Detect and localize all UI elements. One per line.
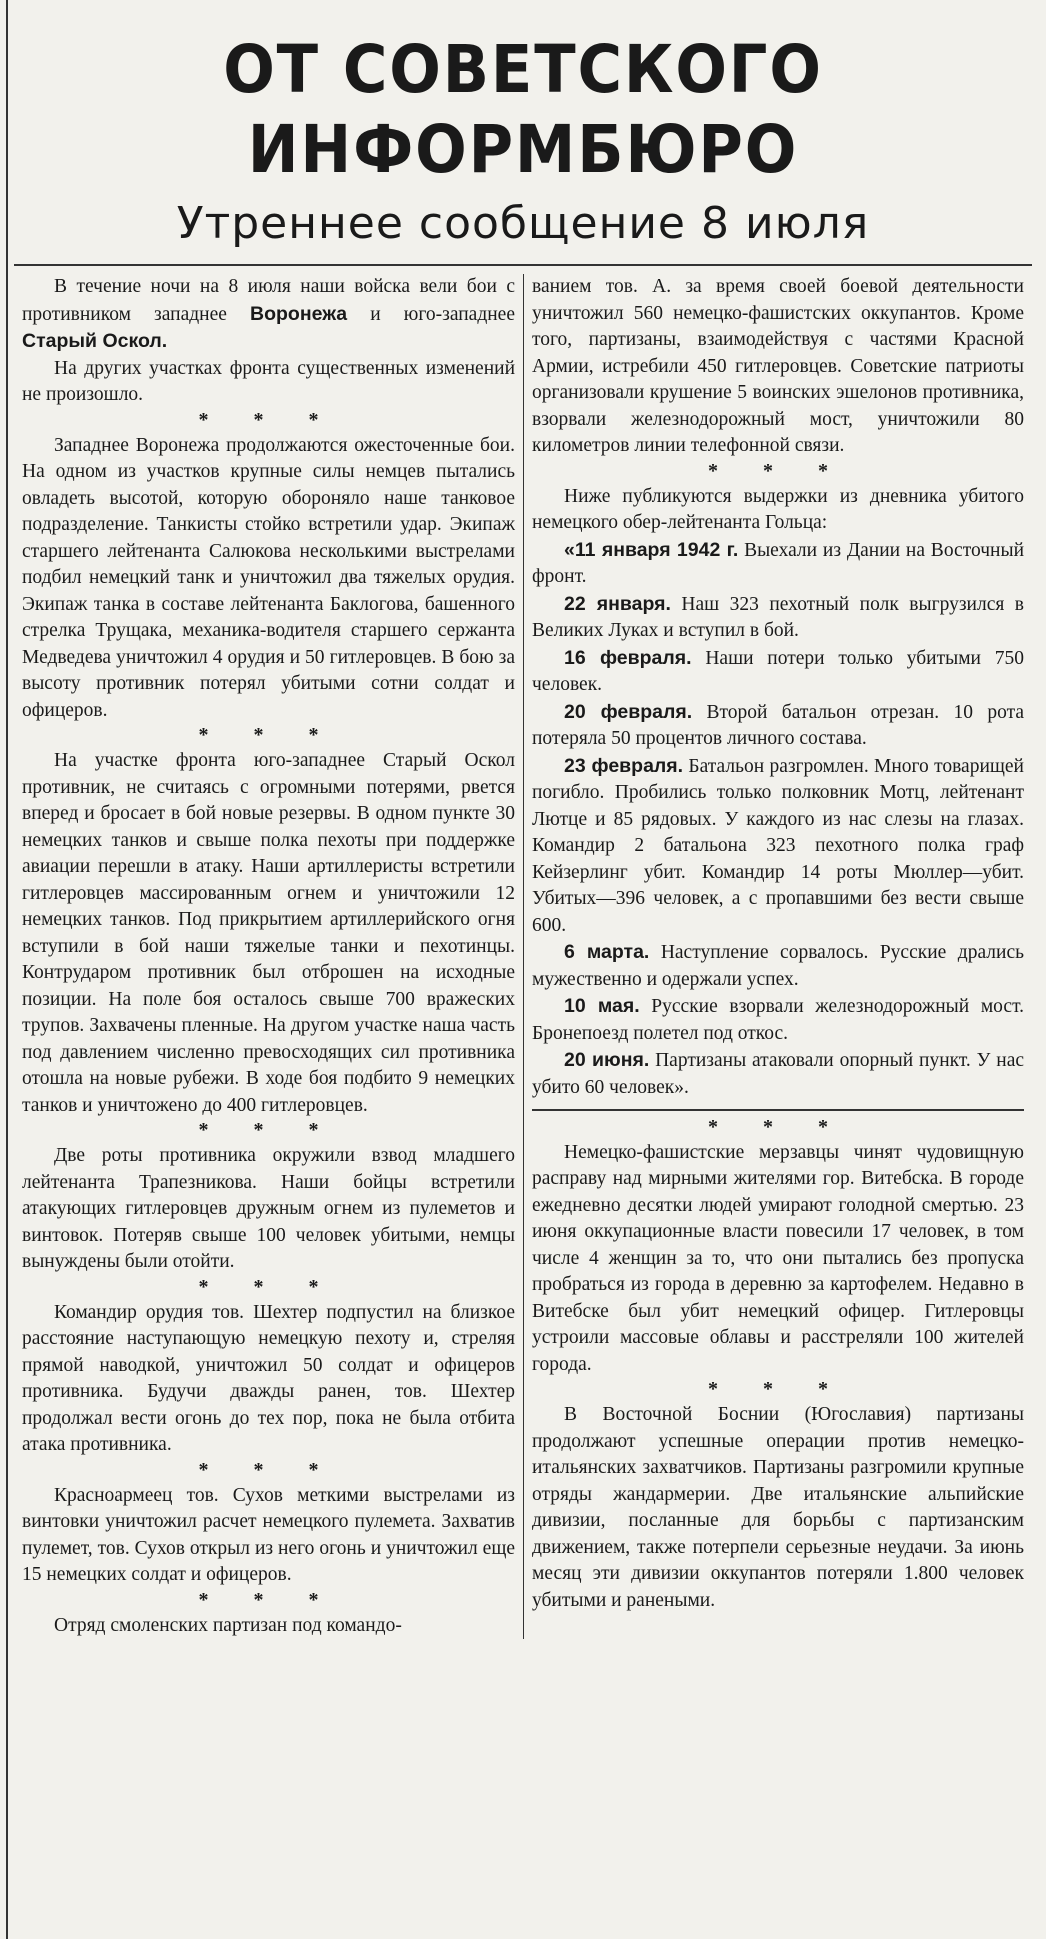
- article-columns: [14, 274, 1032, 1639]
- right-paragraph-3: Немецко-фашистские мерзавцы чинят чудовищную расправу над мирными жителями гор. Витебска. В городе ежедневно десятки людей умирают голодной смертью. 23 июня оккупационные власти повесили 17 человек, в том числе 4 женщин за то, что они пытались без пропуска пробраться из города в деревню за картофелем. Недавно в Витебске был убит немецкий офицер. Гитлеровцы устроили массовые облавы и расстреляли 100 жителей города.: [532, 1141, 1024, 1375]
- right-paragraph-4: В Восточной Боснии (Югославия) партизаны продолжают успешные операции против немецко-итальянских захватчиков. Партизаны разгромили крупные отряды жандармерии. Две итальянские альпийские дивизии, посланные для борьбы с партизанским движением, также потерпели серьезные неудачи. За июнь месяц эти дивизии оккупантов потеряли 1.800 человек убитыми и ранеными.: [532, 1404, 1024, 1611]
- left-column: [14, 274, 523, 1639]
- diary-entry-8: 20 июня. Партизаны атаковали опорный пункт. У нас убито 60 человек».: [532, 1049, 1024, 1098]
- masthead-title: ОТ СОВЕТСКОГО ИНФОРМБЮРО: [223, 31, 823, 188]
- section-separator: * * *: [198, 724, 339, 746]
- diary-entry-2: 22 января. Наш 323 пехотный полк выгрузился в Великих Луках и вступил в бой.: [532, 592, 1025, 641]
- left-paragraph-1: В течение ночи на 8 июля наши войска вели бои с противником западнее Воронежа и юго-западнее Старый Оскол.: [22, 276, 515, 352]
- left-paragraph-2: На других участках фронта существенных изменений не произошло.: [22, 357, 515, 405]
- left-paragraph-8: Отряд смоленских партизан под командо-: [54, 1614, 402, 1636]
- right-column: [523, 274, 1032, 1639]
- section-separator: * * *: [708, 459, 848, 482]
- diary-entry-5: 23 февраля. Батальон разгромлен. Много товарищей погибло. Пробились только полковник Мотц, лейтенант Лютце и 85 рядовых. У каждого из нас слезы на глазах. Командир 2 батальона 323 пехотного полка граф Кейзерлинг убит. Командир 14 роты Мюллер—убит. Убитых—396 человек, а с пропавшими без вести свыше 600.: [532, 754, 1024, 936]
- section-separator: * * *: [198, 1588, 339, 1611]
- right-paragraph-1: ванием тов. А. за время своей боевой деятельности уничтожил 560 немецко-фашистских оккупантов. Кроме того, партизаны, взаимодействуя с частями Красной Армии, истребили 450 гитлеровцев. Советские патриоты организовали крушение 5 воинских эшелонов противника, взорвали железнодорожный мост, уничтожили 80 километров линии телефонной связи.: [532, 276, 1024, 456]
- left-border-rule: [6, 0, 8, 1939]
- left-paragraph-3: Западнее Воронежа продолжаются ожесточенные бои. На одном из участков крупные силы немцев пытались овладеть высотой, которую обороняло наше танковое подразделение. Танкисты стойко встретили удар. Экипаж старшего лейтенанта Салюкова несколькими выстрелами подбил немецкий танк и уничтожил два тяжелых орудия. Экипаж танка в составе лейтенанта Баклогова, башенного стрелка Трущака, механика-водителя старшего сержанта Медведева уничтожил 4 орудия и 50 гитлеровцев. В бою за высоту противник потерял убитыми сотни солдат и офицеров.: [22, 434, 515, 721]
- section-separator: * * *: [198, 1275, 339, 1298]
- diary-entry-6: 6 марта. Наступление сорвалось. Русские дрались мужественно и одержали успех.: [532, 941, 1024, 990]
- section-separator: * * *: [198, 1119, 339, 1141]
- left-paragraph-6: Командир орудия тов. Шехтер подпустил на близкое расстояние наступающую немецкую пехоту и, стреляя прямой наводкой, уничтожил 50 солдат и офицеров противника. Будучи дважды ранен, тов. Шехтер продолжал вести огонь до тех пор, пока не была отбита атака противника.: [22, 1301, 515, 1455]
- section-separator: * * *: [198, 408, 339, 431]
- header-rule: [14, 264, 1032, 266]
- section-separator: * * *: [198, 1458, 339, 1481]
- diary-entry-4: 20 февраля. Второй батальон отрезан. 10 рота потеряла 50 процентов личного состава.: [532, 700, 1024, 749]
- section-separator: * * *: [708, 1115, 848, 1138]
- left-paragraph-7: Красноармеец тов. Сухов меткими выстрелами из винтовки уничтожил расчет немецкого пулемета. Захватив пулемет, тов. Сухов открыл из него огонь и уничтожил еще 15 немецких солдат и офицеров.: [22, 1484, 515, 1585]
- report-subtitle: Утреннее сообщение 8 июля: [176, 198, 870, 249]
- diary-entry-7: 10 мая. Русские взорвали железнодорожный мост. Бронепоезд полетел под откос.: [532, 995, 1024, 1044]
- diary-entry-3: 16 февраля. Наши потери только убитыми 750 человек.: [532, 646, 1024, 695]
- section-rule: [532, 1109, 1024, 1111]
- right-paragraph-2: Ниже публикуются выдержки из дневника убитого немецкого обер-лейтенанта Гольца:: [532, 485, 1024, 533]
- left-paragraph-4: На участке фронта юго-западнее Старый Оскол противник, не считаясь с огромными потерями, рвется вперед и бросает в бой новые резервы. В одном пункте 30 немецких танков и свыше полка пехоты при поддержке авиации перешли в атаку. Наши артиллеристы встретили гитлеровцев массированным огнем и уничтожили 12 немецких танков. Под прикрытием артиллерийского огня вступили в бой наши тяжелые танки и пехотинцы. Контрударом противник был отброшен на исходные позиции. На поле боя осталось свыше 700 вражеских трупов. Захвачены пленные. На другом участке наша часть под давлением численно превосходящих сил противника отошла на новые рубежи. В ходе боя подбито 9 немецких танков и уничтожено до 400 гитлеровцев.: [22, 750, 515, 1116]
- left-paragraph-5: Две роты противника окружили взвод младшего лейтенанта Трапезникова. Наши бойцы встретили атакующих гитлеровцев дружным огнем из пулеметов и винтовок. Потеряв свыше 100 человек убитыми, немцы вынуждены были отойти.: [22, 1145, 515, 1272]
- diary-entry-1: «11 января 1942 г. Выехали из Дании на Восточный фронт.: [532, 538, 1024, 587]
- section-separator: * * *: [708, 1378, 848, 1400]
